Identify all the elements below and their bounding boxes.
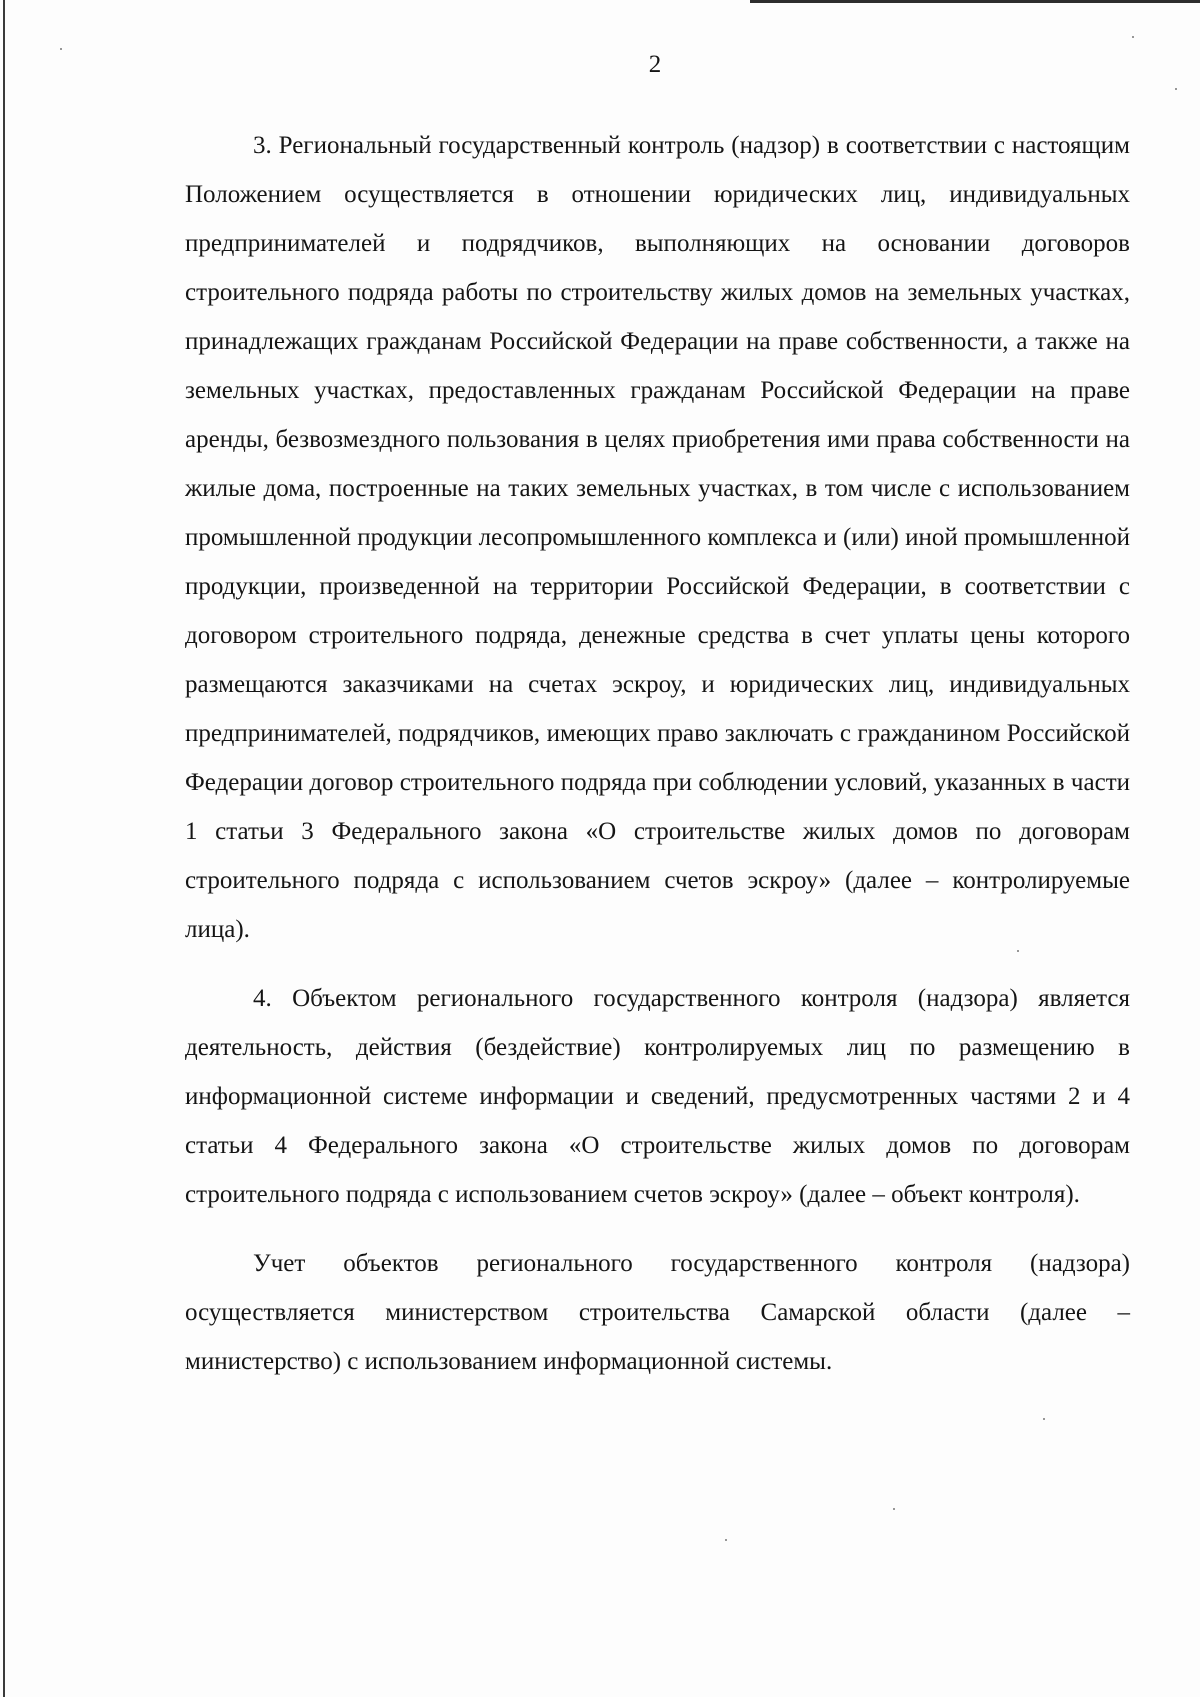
paragraph-4: 4. Объектом регионального государственного контроля (надзора) является деятельность, действия (бездействие) контролируемых лиц по размещению в информационной системе информации и сведений, предусмотренных частями 2 и 4 статьи 4 Федерального закона «О строительстве жилых домов по договорам строительного подряда с использованием счетов эскроу» (далее – объект контроля). (185, 985, 1130, 1208)
paragraph-3: 3. Региональный государственный контроль (надзор) в соответствии с настоящим Положением осуществляется в отношении юридических лиц, индивидуальных предпринимателей и подрядчиков, выполняющих на основании договоров строительного подряда работы по строительству жилых домов на земельных участках, принадлежащих гражданам Российской Федерации на праве собственности, а также на земельных участках, предоставленных гражданам Российской Федерации на праве аренды, безвозмездного пользования в целях приобретения ими права собственности на жилые дома, построенные на таких земельных участках, в том числе с использованием промышленной продукции лесопромышленного комплекса и (или) иной промышленной продукции, произведенной на территории Российской Федерации, в соответствии с договором строительного подряда, денежные средства в счет уплаты цены которого размещаются заказчиками на счетах эскроу, и юридических лиц, индивидуальных предпринимателей, подрядчиков, имеющих право заключать с гражданином Российской Федерации договор строительного подряда при соблюдении условий, указанных в части 1 статьи 3 Федерального закона «О строительстве жилых домов по договорам строительного подряда с использованием счетов эскроу» (далее – контролируемые лица). (185, 132, 1130, 943)
scan-speck (1175, 88, 1177, 90)
scan-speck (893, 1508, 895, 1510)
scan-edge-left (3, 0, 5, 1697)
document-body (185, 121, 1130, 1386)
paragraph-accounting: Учет объектов регионального государственного контроля (надзора) осуществляется министерством строительства Самарской области (далее – министерство) с использованием информационной системы. (185, 1250, 1130, 1375)
scan-speck (1043, 1418, 1045, 1420)
page-number: 2 (648, 51, 662, 78)
scan-speck (725, 1539, 727, 1541)
scan-edge-top (750, 0, 1200, 3)
scan-speck (1132, 36, 1134, 38)
